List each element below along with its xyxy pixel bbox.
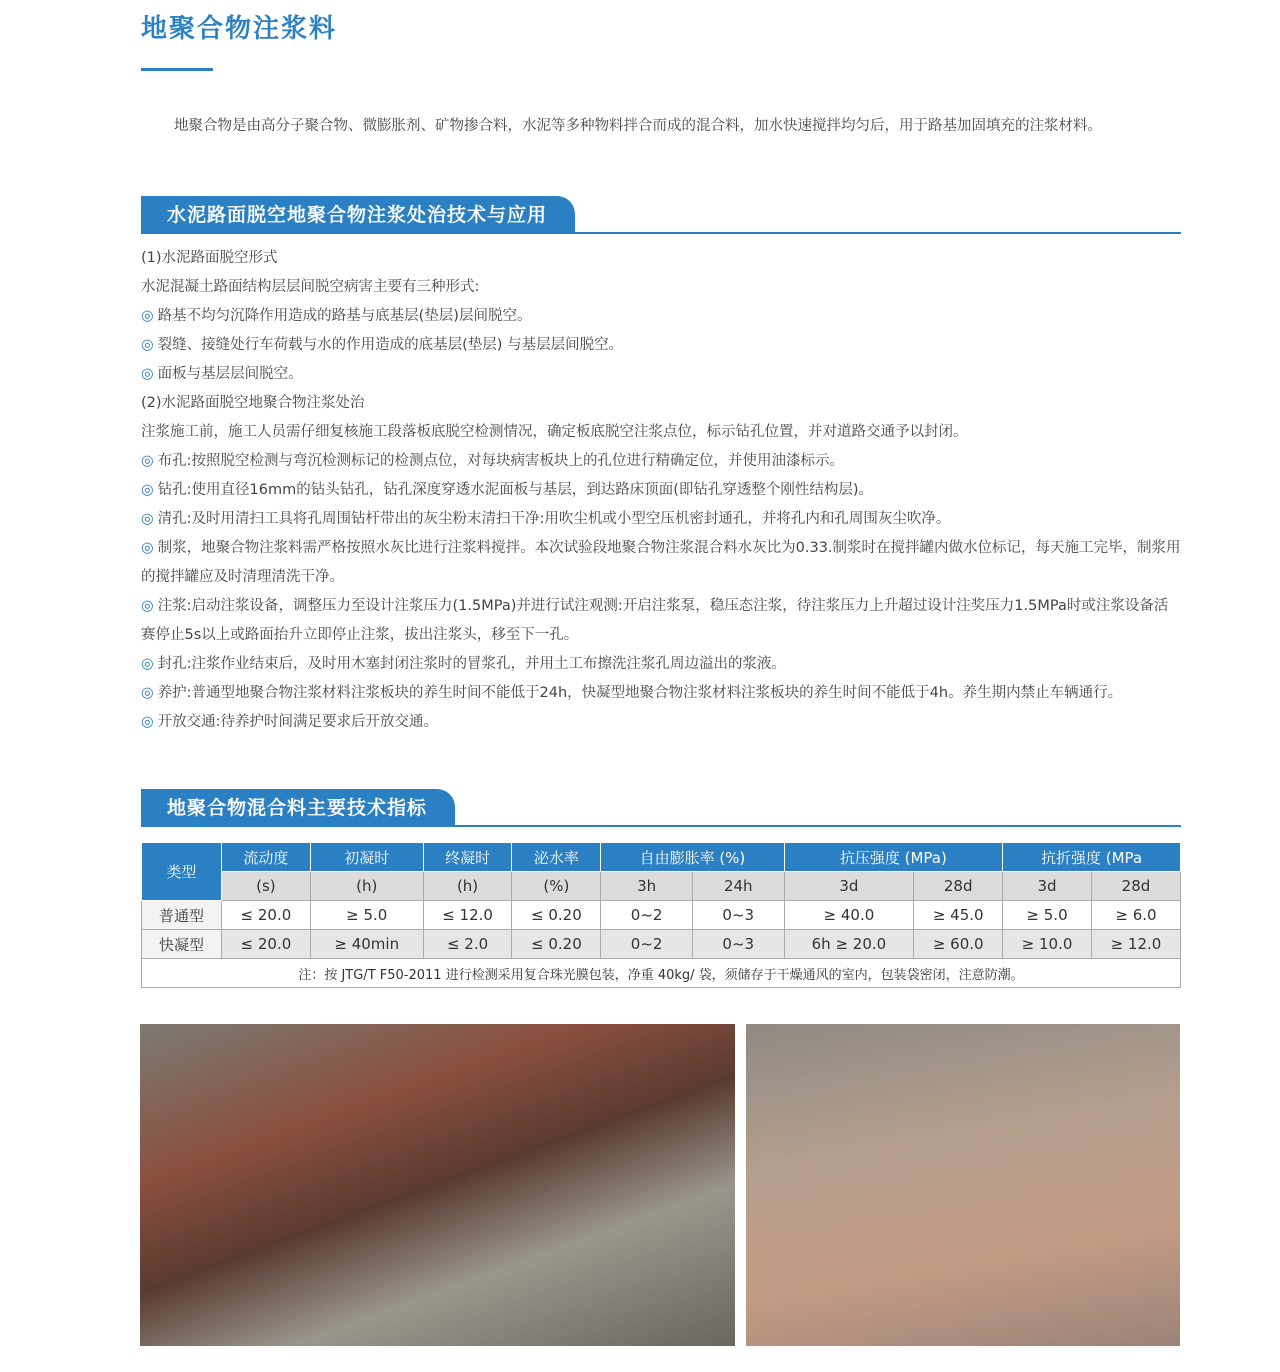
section-title: 地聚合物混合料主要技术指标 xyxy=(141,789,455,827)
table-cell: 0~2 xyxy=(601,930,693,959)
table-cell: 0~3 xyxy=(692,901,784,930)
sub-header: (s) xyxy=(222,872,311,901)
line-text: 养护:普通型地聚合物注浆材料注浆板块的养生时间不能低于24h，快凝型地聚合物注浆材料注浆板块的养生时间不能低于4h。养生期内禁止车辆通行。 xyxy=(157,685,1123,701)
section-body xyxy=(141,244,1181,737)
double-circle-icon: ◎ xyxy=(141,453,154,469)
section-title: 水泥路面脱空地聚合物注浆处治技术与应用 xyxy=(141,196,575,234)
line-text: 面板与基层层间脱空。 xyxy=(157,366,303,382)
table-cell: ≤ 12.0 xyxy=(423,901,512,930)
sub-header: (h) xyxy=(310,872,423,901)
sub-header: 28d xyxy=(1091,872,1180,901)
table-cell: ≥ 40.0 xyxy=(784,901,914,930)
table-cell: 6h ≥ 20.0 xyxy=(784,930,914,959)
line-text: 注浆:启动注浆设备，调整压力至设计注浆压力(1.5MPa)并进行试注观测:开启注浆泵，稳压态注浆，待注浆压力上升超过设计注奖压力1.5MPa时或注浆设备活赛停止5s以上或路面抬升立即停止注浆，拔出注浆头，移至下一孔。 xyxy=(141,598,1169,643)
body-line xyxy=(141,476,1181,505)
line-text: (1)水泥路面脱空形式 xyxy=(141,250,278,266)
column-header: 泌水率 xyxy=(512,843,601,872)
body-line xyxy=(141,447,1181,476)
line-text: 水泥混凝土路面结构层层间脱空病害主要有三种形式: xyxy=(141,279,480,295)
column-header: 终凝时 xyxy=(423,843,512,872)
column-header: 抗折强度 (MPa xyxy=(1003,843,1181,872)
column-header: 自由膨胀率 (%) xyxy=(601,843,784,872)
line-text: 开放交通:待养护时间满足要求后开放交通。 xyxy=(157,714,439,730)
body-line xyxy=(141,505,1181,534)
table-row xyxy=(142,901,1181,930)
type-header: 类型 xyxy=(142,843,222,901)
double-circle-icon: ◎ xyxy=(141,511,154,527)
body-line xyxy=(141,650,1181,679)
construction-site-photo xyxy=(746,1024,1180,1346)
body-line xyxy=(141,302,1181,331)
table-cell: ≥ 12.0 xyxy=(1091,930,1180,959)
table-cell: ≤ 20.0 xyxy=(222,901,311,930)
line-text: 裂缝、接缝处行车荷载与水的作用造成的底基层(垫层) 与基层层间脱空。 xyxy=(157,337,624,353)
spec-table xyxy=(141,842,1181,988)
table-cell: ≥ 5.0 xyxy=(310,901,423,930)
sub-header: 24h xyxy=(692,872,784,901)
body-line xyxy=(141,708,1181,737)
table-cell: ≤ 20.0 xyxy=(222,930,311,959)
sub-header: 28d xyxy=(914,872,1003,901)
body-line xyxy=(141,360,1181,389)
table-note: 注：按 JTG/T F50-2011 进行检测采用复合珠光膜包装，净重 40kg/ 袋，须储存于干燥通风的室内，包装袋密闭，注意防潮。 xyxy=(142,959,1181,988)
double-circle-icon: ◎ xyxy=(141,308,154,324)
intro-paragraph: 地聚合物是由高分子聚合物、微膨胀剂、矿物掺合料，水泥等多种物料拌合而成的混合料，加水快速搅拌均匀后，用于路基加固填充的注浆材料。 xyxy=(174,118,1102,134)
row-label: 普通型 xyxy=(142,901,222,930)
line-text: 注浆施工前，施工人员需仔细复核施工段落板底脱空检测情况，确定板底脱空注浆点位，标示钻孔位置，并对道路交通予以封闭。 xyxy=(141,424,968,440)
sub-header: 3d xyxy=(784,872,914,901)
sub-header: 3d xyxy=(1003,872,1092,901)
table-cell: 0~3 xyxy=(692,930,784,959)
column-header: 初凝时 xyxy=(310,843,423,872)
table-cell: 0~2 xyxy=(601,901,693,930)
table-cell: ≤ 0.20 xyxy=(512,930,601,959)
line-text: 路基不均匀沉降作用造成的路基与底基层(垫层)层间脱空。 xyxy=(157,308,532,324)
double-circle-icon: ◎ xyxy=(141,656,154,672)
sub-header: 3h xyxy=(601,872,693,901)
line-text: 清孔:及时用清扫工具将孔周围钻杆带出的灰尘粉末清扫干净:用吹尘机或小型空压机密封通孔，并将孔内和孔周围灰尘吹净。 xyxy=(157,511,951,527)
body-line xyxy=(141,679,1181,708)
table-row xyxy=(142,930,1181,959)
double-circle-icon: ◎ xyxy=(141,714,154,730)
double-circle-icon: ◎ xyxy=(141,540,154,556)
table-cell: ≥ 6.0 xyxy=(1091,901,1180,930)
double-circle-icon: ◎ xyxy=(141,366,154,382)
table-cell: ≥ 40min xyxy=(310,930,423,959)
sub-header: (h) xyxy=(423,872,512,901)
line-text: (2)水泥路面脱空地聚合物注浆处治 xyxy=(141,395,365,411)
body-line xyxy=(141,331,1181,360)
title-underline xyxy=(141,68,213,71)
body-line xyxy=(141,592,1181,650)
line-text: 制浆，地聚合物注浆料需严格按照水灰比进行注浆料搅拌。本次试验段地聚合物注浆混合料水灰比为0.33.制浆时在搅拌罐内做水位标记，每天施工完毕，制浆用的搅拌罐应及时清理清洗干净。 xyxy=(141,540,1181,585)
body-line xyxy=(141,389,1181,418)
line-text: 钻孔:使用直径16mm的钻头钻孔，钻孔深度穿透水泥面板与基层，到达路床顶面(即钻孔穿透整个刚性结构层)。 xyxy=(157,482,874,498)
column-header: 抗压强度 (MPa) xyxy=(784,843,1003,872)
double-circle-icon: ◎ xyxy=(141,685,154,701)
body-line xyxy=(141,418,1181,447)
grouting-hose-photo xyxy=(140,1024,735,1346)
section-header-2 xyxy=(141,789,1181,827)
section-header-1 xyxy=(141,196,1181,234)
double-circle-icon: ◎ xyxy=(141,598,154,614)
page-title: 地聚合物注浆料 xyxy=(141,14,338,44)
table-cell: ≥ 60.0 xyxy=(914,930,1003,959)
row-label: 快凝型 xyxy=(142,930,222,959)
line-text: 封孔:注浆作业结束后，及时用木塞封闭注浆时的冒浆孔，并用土工布擦洗注浆孔周边溢出的浆液。 xyxy=(157,656,787,672)
double-circle-icon: ◎ xyxy=(141,482,154,498)
table-cell: ≤ 0.20 xyxy=(512,901,601,930)
body-line xyxy=(141,273,1181,302)
column-header: 流动度 xyxy=(222,843,311,872)
table-cell: ≥ 10.0 xyxy=(1003,930,1092,959)
table-cell: ≥ 45.0 xyxy=(914,901,1003,930)
body-line xyxy=(141,534,1181,592)
table-cell: ≥ 5.0 xyxy=(1003,901,1092,930)
sub-header: (%) xyxy=(512,872,601,901)
double-circle-icon: ◎ xyxy=(141,337,154,353)
body-line xyxy=(141,244,1181,273)
table-cell: ≤ 2.0 xyxy=(423,930,512,959)
line-text: 布孔:按照脱空检测与弯沉检测标记的检测点位，对每块病害板块上的孔位进行精确定位，并使用油漆标示。 xyxy=(157,453,845,469)
